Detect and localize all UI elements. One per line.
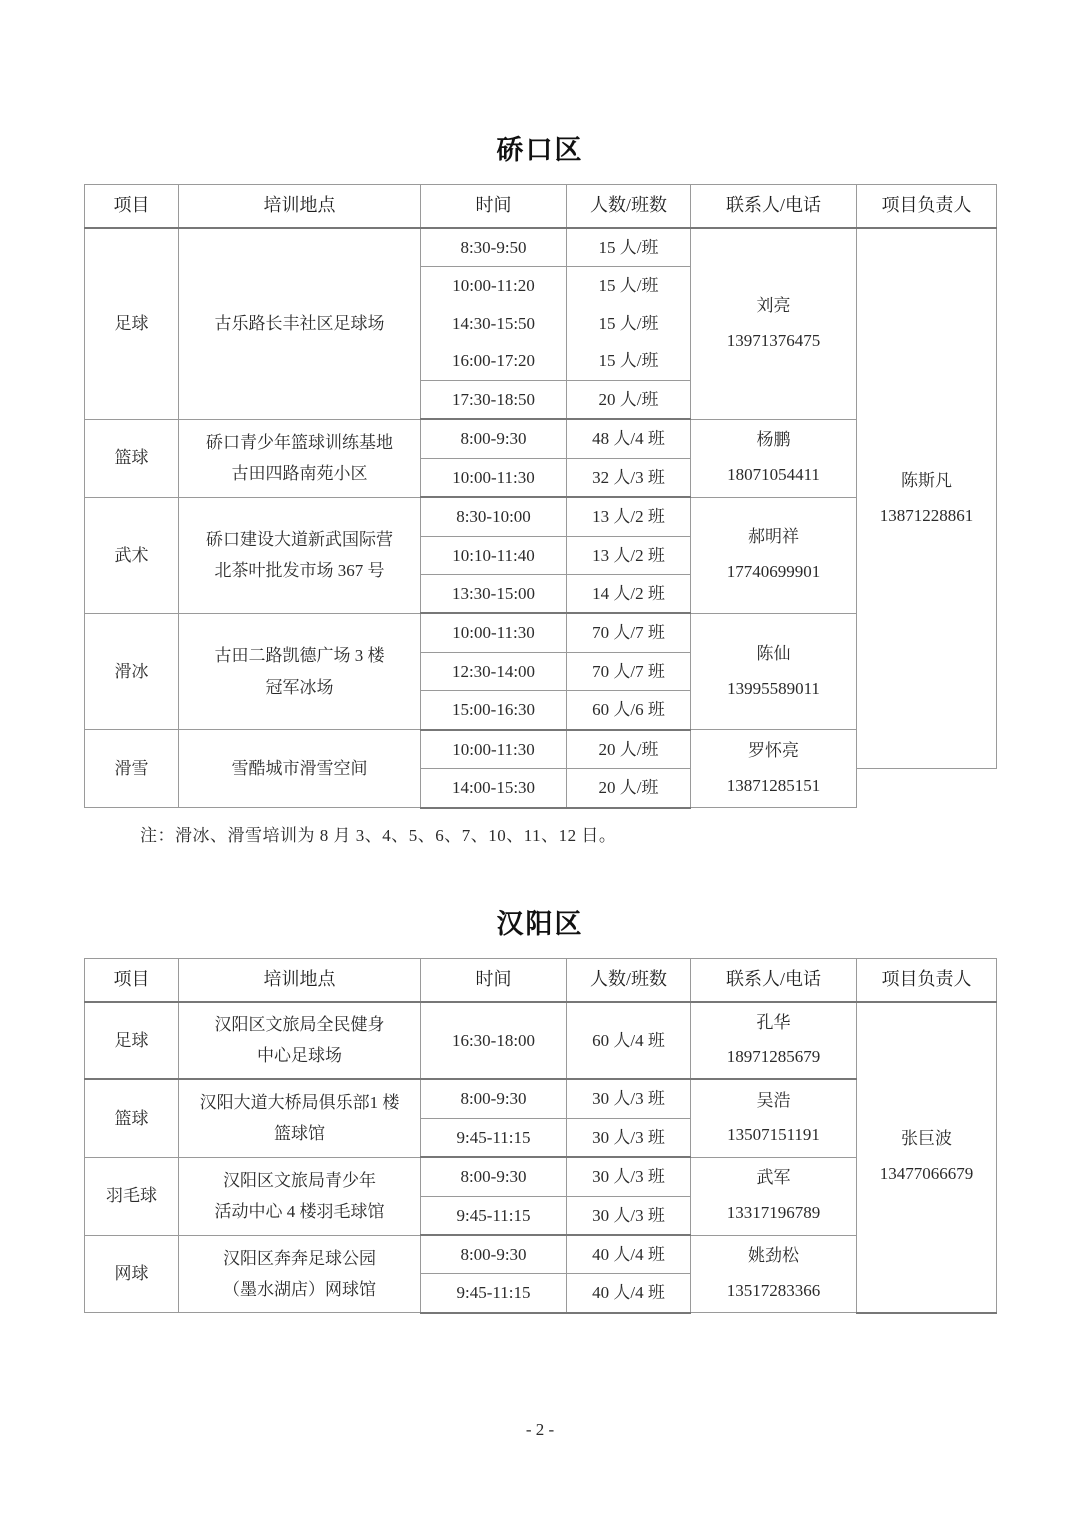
schedule-table-hanyang <box>84 958 997 1314</box>
cell-time: 8:00-9:30 <box>421 1157 567 1196</box>
cell-place <box>179 419 421 497</box>
column-header-item: 项目 <box>85 185 179 229</box>
cell-contact <box>691 1235 857 1313</box>
cell-time: 8:30-10:00 <box>421 497 567 536</box>
cell-time: 10:10-11:40 <box>421 536 567 574</box>
place-line: 古乐路长丰社区足球场 <box>214 314 385 334</box>
contact-name: 刘亮 <box>756 296 791 315</box>
cell-contact <box>691 730 857 808</box>
section-title-qiaokou: 硚口区 <box>496 135 584 166</box>
cell-time: 8:00-9:30 <box>421 419 567 458</box>
cell-time: 12:30-14:00 <box>421 652 567 690</box>
cell-count: 60 人/4 班 <box>567 1002 691 1080</box>
cell-time: 10:00-11:30 <box>421 458 567 497</box>
contact-phone: 18971285679 <box>726 1047 821 1067</box>
contact-phone: 13971376475 <box>726 330 821 350</box>
cell-count: 30 人/3 班 <box>567 1118 691 1157</box>
cell-time: 13:30-15:00 <box>421 574 567 613</box>
column-header-owner: 项目负责人 <box>857 958 997 1002</box>
contact-name: 郝明祥 <box>748 527 799 547</box>
column-header-place: 培训地点 <box>179 958 421 1002</box>
place-line: （墨水湖店）网球馆 <box>223 1279 376 1299</box>
owner-name: 陈斯凡 <box>901 470 952 490</box>
cell-time: 9:45-11:15 <box>421 1118 567 1157</box>
table-header-row <box>85 958 997 1002</box>
cell-time: 8:30-9:50 <box>421 228 567 267</box>
cell-owner <box>857 1002 997 1313</box>
cell-time: 16:00-17:20 <box>421 342 567 380</box>
contact-name: 杨鹏 <box>756 430 791 450</box>
cell-item: 篮球 <box>85 419 179 497</box>
place-line: 古田二路凯德广场 3 楼 <box>214 646 385 666</box>
place-line: 汉阳区文旅局青少年 <box>223 1170 376 1190</box>
cell-count: 20 人/班 <box>567 769 691 808</box>
table-header-row <box>85 185 997 229</box>
contact-phone: 13517283366 <box>726 1280 821 1300</box>
cell-contact <box>691 228 857 419</box>
cell-count: 40 人/4 班 <box>567 1274 691 1313</box>
cell-place <box>179 1157 421 1235</box>
table-row <box>85 228 997 267</box>
cell-count: 13 人/2 班 <box>567 536 691 574</box>
place-line: 北茶叶批发市场 367 号 <box>214 561 385 581</box>
contact-name: 陈仙 <box>756 643 791 663</box>
cell-item: 滑雪 <box>85 730 179 808</box>
contact-phone: 17740699901 <box>726 562 821 582</box>
cell-item: 足球 <box>85 228 179 419</box>
contact-name: 孔华 <box>756 1012 791 1032</box>
cell-item: 网球 <box>85 1235 179 1313</box>
column-header-time: 时间 <box>421 185 567 229</box>
place-line: 活动中心 4 楼羽毛球馆 <box>214 1202 385 1222</box>
cell-count: 40 人/4 班 <box>567 1235 691 1274</box>
section-title-hanyang: 汉阳区 <box>496 908 584 940</box>
cell-count: 14 人/2 班 <box>567 574 691 613</box>
column-header-item: 项目 <box>85 958 179 1002</box>
contact-name: 武军 <box>756 1168 791 1188</box>
cell-item: 篮球 <box>85 1079 179 1157</box>
contact-phone: 18071054411 <box>727 465 820 485</box>
schedule-table-qiaokou <box>84 184 997 809</box>
cell-contact <box>691 613 857 729</box>
cell-time: 14:30-15:50 <box>421 305 567 342</box>
column-header-count: 人数/班数 <box>567 185 691 229</box>
place-line: 篮球馆 <box>274 1124 325 1144</box>
cell-place <box>179 1235 421 1313</box>
cell-count: 13 人/2 班 <box>567 497 691 536</box>
cell-time: 10:00-11:30 <box>421 730 567 769</box>
contact-phone: 13317196789 <box>726 1203 821 1223</box>
cell-time: 8:00-9:30 <box>421 1079 567 1118</box>
column-header-place: 培训地点 <box>179 185 421 229</box>
place-line: 汉阳区文旅局全民健身 <box>214 1014 385 1034</box>
cell-time: 16:30-18:00 <box>421 1002 567 1080</box>
owner-name: 张巨波 <box>901 1129 952 1149</box>
cell-count: 20 人/班 <box>567 380 691 419</box>
cell-count: 30 人/3 班 <box>567 1196 691 1235</box>
place-line: 古田四路南苑小区 <box>231 464 368 484</box>
column-header-contact: 联系人/电话 <box>691 185 857 229</box>
cell-item: 足球 <box>85 1002 179 1080</box>
column-header-time: 时间 <box>421 958 567 1002</box>
cell-time: 15:00-16:30 <box>421 691 567 730</box>
cell-time: 9:45-11:15 <box>421 1274 567 1313</box>
cell-contact <box>691 497 857 613</box>
place-line: 硚口建设大道新武国际营 <box>206 529 393 549</box>
owner-phone: 13871228861 <box>879 505 974 525</box>
cell-count: 70 人/7 班 <box>567 652 691 690</box>
cell-contact <box>691 1157 857 1235</box>
cell-count: 15 人/班 <box>567 342 691 380</box>
cell-count: 60 人/6 班 <box>567 691 691 730</box>
contact-phone: 13995589011 <box>727 678 820 698</box>
cell-place <box>179 613 421 729</box>
cell-contact <box>691 419 857 497</box>
cell-time: 10:00-11:30 <box>421 613 567 652</box>
table-row <box>85 1002 997 1080</box>
place-line: 中心足球场 <box>257 1046 342 1066</box>
place-line: 雪酷城市滑雪空间 <box>231 758 368 778</box>
table-body <box>85 228 997 808</box>
contact-name: 姚劲松 <box>748 1246 799 1266</box>
cell-place <box>179 497 421 613</box>
place-line: 汉阳区奔奔足球公园 <box>223 1248 376 1268</box>
page-number: - 2 - <box>525 1420 555 1439</box>
cell-place <box>179 1079 421 1157</box>
table-body <box>85 1002 997 1313</box>
cell-item: 滑冰 <box>85 613 179 729</box>
cell-place <box>179 1002 421 1080</box>
cell-count: 32 人/3 班 <box>567 458 691 497</box>
column-header-owner: 项目负责人 <box>857 185 997 229</box>
cell-count: 48 人/4 班 <box>567 419 691 458</box>
contact-phone: 13871285151 <box>726 775 821 795</box>
place-line: 硚口青少年篮球训练基地 <box>206 432 393 452</box>
cell-contact <box>691 1079 857 1157</box>
owner-phone: 13477066679 <box>879 1164 974 1184</box>
cell-place <box>179 730 421 808</box>
cell-owner <box>857 228 997 769</box>
cell-count: 30 人/3 班 <box>567 1079 691 1118</box>
column-header-count: 人数/班数 <box>567 958 691 1002</box>
table-note-qiaokou: 注：滑冰、滑雪培训为 8 月 3、4、5、6、7、10、11、12 日。 <box>140 825 617 845</box>
cell-time: 9:45-11:15 <box>421 1196 567 1235</box>
cell-place <box>179 228 421 419</box>
cell-count: 15 人/班 <box>567 228 691 267</box>
contact-name: 罗怀亮 <box>748 740 799 760</box>
cell-time: 17:30-18:50 <box>421 380 567 419</box>
cell-item: 羽毛球 <box>85 1157 179 1235</box>
cell-count: 20 人/班 <box>567 730 691 769</box>
contact-name: 吴浩 <box>756 1090 791 1110</box>
column-header-contact: 联系人/电话 <box>691 958 857 1002</box>
cell-contact <box>691 1002 857 1080</box>
cell-count: 70 人/7 班 <box>567 613 691 652</box>
cell-count: 30 人/3 班 <box>567 1157 691 1196</box>
cell-count: 15 人/班 <box>567 267 691 305</box>
cell-time: 8:00-9:30 <box>421 1235 567 1274</box>
cell-time: 10:00-11:20 <box>421 267 567 305</box>
cell-item: 武术 <box>85 497 179 613</box>
cell-count: 15 人/班 <box>567 305 691 342</box>
contact-phone: 13507151191 <box>727 1125 820 1145</box>
place-line: 汉阳大道大桥局俱乐部1 楼 <box>199 1093 400 1112</box>
place-line: 冠军冰场 <box>265 677 334 697</box>
cell-time: 14:00-15:30 <box>421 769 567 808</box>
